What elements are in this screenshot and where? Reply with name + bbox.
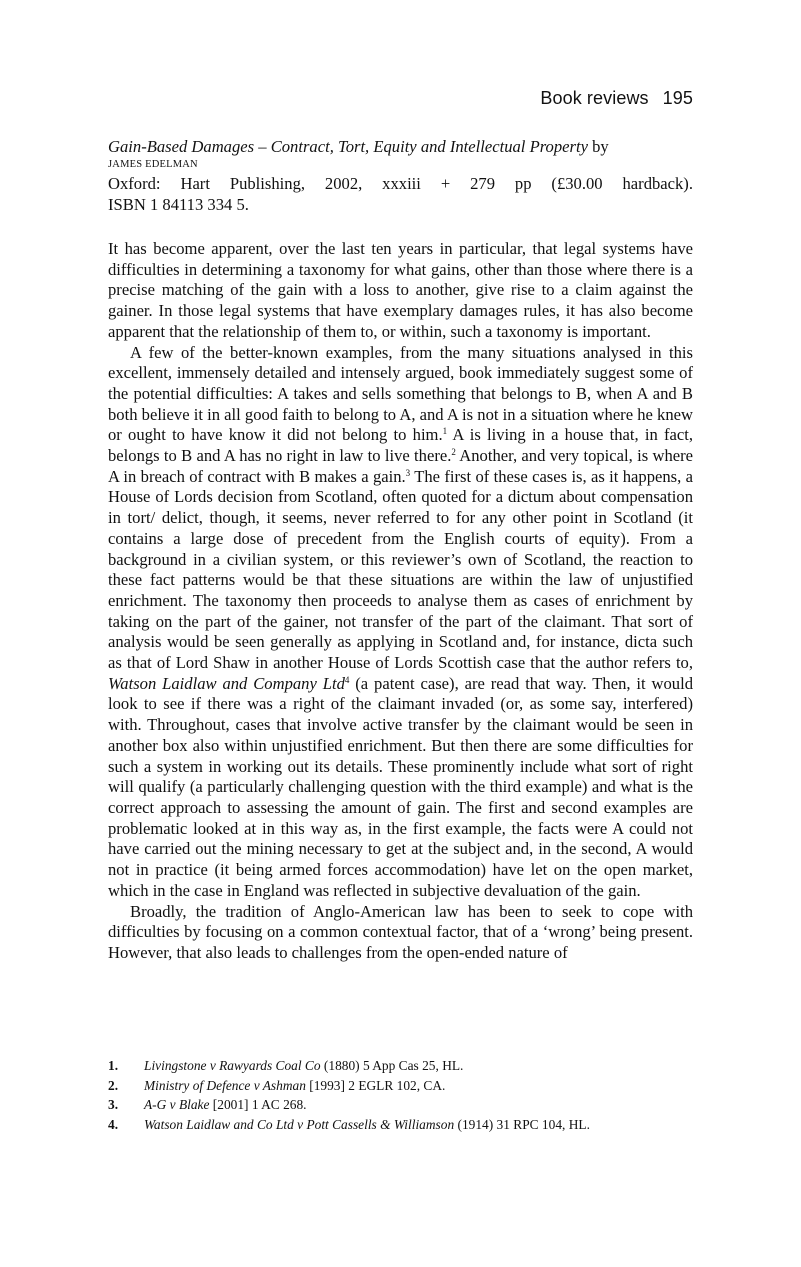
footnotes: [108, 1056, 698, 1134]
footnote: [108, 1056, 698, 1076]
footnote-cite: [2001] 1 AC 268.: [209, 1097, 307, 1112]
footnote-number: 2.: [108, 1077, 119, 1093]
footnote: [108, 1115, 698, 1135]
footnote-cite: (1914) 31 RPC 104, HL.: [454, 1116, 590, 1132]
footnote-number: 3.: [108, 1097, 119, 1112]
footnote: [108, 1076, 698, 1096]
footnote-cite: (1880) 5 App Cas 25, HL.: [320, 1058, 464, 1073]
footnote-number: 1.: [108, 1058, 119, 1073]
review-body: [108, 239, 693, 964]
footnote-ref-4: 4: [344, 674, 350, 685]
section-title: Book reviews: [540, 88, 649, 108]
paragraph-2-text-a: A few of the better-known examples, from the many situations analysed in this excellent, immensely detailed and intensely argued, book immediately suggest some of the potential difficulties: A takes and sells something that belongs to B, when A and B both believe it in all good faith to belong to A, and A is not in a situation where he knew or ought to have know it did not belong to him.: [108, 342, 693, 445]
book-isbn: ISBN 1 84113 334 5.: [108, 195, 249, 214]
review-paragraph-3: Broadly, the tradition of Anglo-American law has been to seek to cope with difficulties by focusing on a common contextual factor, that of a ‘wrong’ being present. However, that also leads to challenges from the open-ended nature of: [108, 901, 693, 962]
paragraph-2-text-e: (a patent case), are read that way. Then, it would look to see if there was a right of the claimant invaded (or, as some say, interfered) with. Throughout, cases that involve active transfer by the claimant would be seen in another box also within unjustified enrichment. But then there are some difficulties for such a system in working out its details. These prominently include what sort of right will qualify (a particularly challenging question with the third example) and what is the correct approach to assessing the amount of gain. The first and second examples are problematic looked at in this way as, in the first example, the facts were A could not have carried out the mining necessary to get at the subject and, in the second, A would not in practice (it being armed forces accommodation) have let on the open market, which in the case in England was reflected in subjective devaluation of the gain.: [108, 673, 694, 900]
footnote-case: Watson Laidlaw and Co Ltd v Pott Cassells & Williamson: [144, 1116, 455, 1132]
book-title: Gain-Based Damages – Contract, Tort, Equity and Intellectual Property: [108, 137, 588, 156]
book-title-line: [108, 136, 693, 158]
book-author: JAMES EDELMAN: [108, 159, 198, 170]
footnote-ref-2: 2: [451, 447, 456, 458]
page-number: 195: [662, 88, 693, 108]
footnote-ref-1: 1: [442, 426, 448, 437]
footnote: [108, 1095, 698, 1115]
footnote-case: A-G v Blake: [144, 1097, 210, 1112]
footnote-number: 4.: [108, 1116, 119, 1132]
book-citation: [108, 136, 693, 215]
footnote-case: Ministry of Defence v Ashman: [144, 1077, 306, 1093]
book-by: by: [592, 137, 609, 156]
footnote-ref-3: 3: [405, 467, 411, 478]
case-name-watson-laidlaw: Watson Laidlaw and Company Ltd: [108, 673, 345, 693]
review-paragraph-2: [108, 343, 693, 902]
footnote-case: Livingstone v Rawyards Coal Co: [144, 1058, 321, 1073]
footnote-cite: [1993] 2 EGLR 102, CA.: [305, 1077, 446, 1093]
review-paragraph-1: It has become apparent, over the last ten years in particular, that legal systems have difficulties in determining a taxonomy for what gains, other than those where there is a precise matching of the gain with a loss to another, give rise to a claim against the gainer. In those legal systems that have exemplary damages rules, it has also become apparent that the relationship of them to, or within, such a taxonomy is important.: [108, 239, 693, 341]
paragraph-2-text-b: A is living in a house that, in fact, belongs to B and A has no right in law to live there.: [108, 425, 694, 466]
running-head: [108, 88, 693, 109]
paragraph-2-text-d: The first of these cases is, as it happens, a House of Lords decision from Scotland, often quoted for a dictum about compensation in tort/ delict, though, it seems, never referred to for any other point in Scotland (it contains a large dose of precedent from the English courts of equity). From a background in a civilian system, or this reviewer’s own of Scotland, the reaction to these fact patterns would be that these situations are within the law of unjustified enrichment. The taxonomy then proceeds to analyse them as cases of enrichment by taking on the part of the gainer, not transfer of the part of the claimant. That sort of analysis would be seen generally as applying in Scotland and, for instance, dicta such as that of Lord Shaw in another House of Lords Scottish case that the author refers to,: [108, 466, 694, 673]
book-publication: Oxford: Hart Publishing, 2002, xxxiii + 279 pp (£30.00 hardback).: [108, 174, 693, 193]
paragraph-2-text-c: Another, and very topical, is where A in breach of contract with B makes a gain.: [108, 446, 693, 486]
